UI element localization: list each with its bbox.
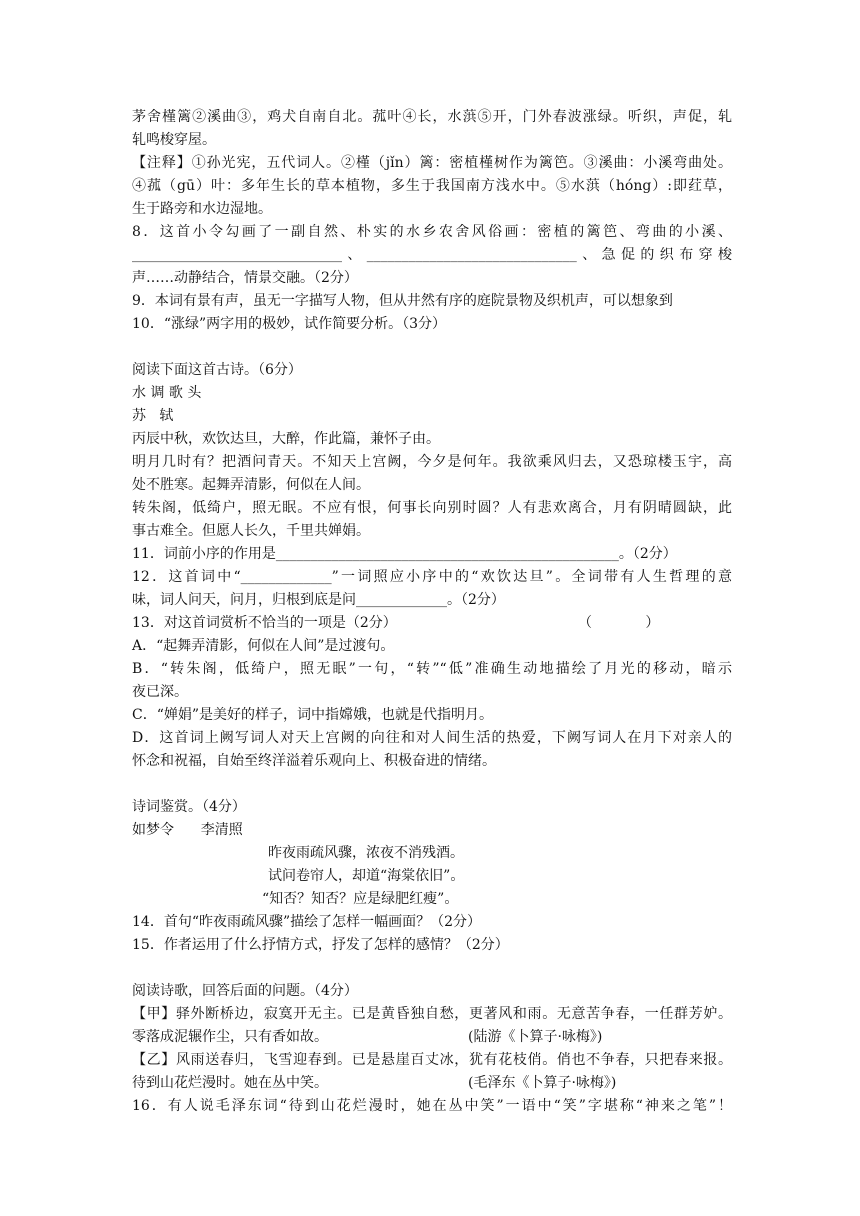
poem1-text-line2: 轧鸣梭穿屋。	[132, 132, 216, 148]
poem3-line1: 昨夜雨疏风骤，浓夜不消残酒。	[268, 845, 464, 861]
question-13-answer-bracket: （ ）	[578, 615, 660, 631]
poem3-title-author: 如梦令 李清照	[132, 822, 243, 838]
option-b-line1: B．“转朱阁，低绮户，照无眠”一句，“转”“低”准确生动地描绘了月光的移动，暗示	[132, 661, 732, 677]
poem2-title: 水 调 歌 头	[132, 385, 202, 401]
poem2-author: 苏 轼	[132, 408, 174, 424]
question-16: 16．有人说毛泽东词“待到山花烂漫时，她在丛中笑”一语中“笑”字堪称“神来之笔”！	[132, 1098, 732, 1114]
question-12-line2: 味，词人问天，问月，归根到底是问_____________。（2分）	[132, 592, 505, 608]
poem2-text-line4: 事古难全。但愿人长久，千里共婵娟。	[132, 523, 370, 539]
option-a: A．“起舞弄清影，何似在人间”是过渡句。	[132, 638, 395, 654]
poem4-yi-line2: 待到山花烂漫时。她在丛中笑。	[132, 1075, 328, 1091]
poem2-text-line1: 明月几时有？把酒问青天。不知天上宫阙，今夕是何年。我欲乘风归去，又恐琼楼玉宇，高	[132, 454, 732, 470]
question-9: 9．本词有景有声，虽无一字描写人物，但从井然有序的庭院景物及织机声，可以想象到	[132, 293, 673, 309]
option-c: C．“婵娟”是美好的样子，词中指嫦娥，也就是代指明月。	[132, 707, 494, 723]
poem2-text-line2: 处不胜寒。起舞弄清影，何似在人间。	[132, 477, 370, 493]
question-12-line1: 12．这首词中“_____________”一词照应小序中的“欢饮达旦”。全词带有人生哲理的意	[132, 569, 732, 585]
poem3-line3: “知否？知否？应是绿肥红瘦”。	[262, 891, 459, 907]
option-d-line2: 怀念和祝福，自始至终洋溢着乐观向上、积极奋进的情绪。	[132, 753, 496, 769]
poem4-jia-line2: 零落成泥辗作尘，只有香如故。	[132, 1029, 328, 1045]
question-14: 14．首句“昨夜雨疏风骤”描绘了怎样一幅画面？（2分）	[132, 914, 482, 930]
poem3-intro: 诗词鉴赏。（4分）	[132, 799, 246, 815]
poem4-intro: 阅读诗歌，回答后面的问题。（4分）	[132, 983, 358, 999]
poem4-jia-source: (陆游《卜算子·咏梅》)	[468, 1029, 603, 1045]
poem1-text-line1: 茅舍槿篱②溪曲③，鸡犬自南自北。菰叶④长，水葓⑤开，门外春波涨绿。听织，声促，轧	[132, 109, 732, 125]
question-8-line3: 声……动静结合，情景交融。（2分）	[132, 270, 358, 286]
question-11: 11．词前小序的作用是_________________________________________________。（2分）	[132, 546, 677, 562]
question-8-line1: 8．这首小令勾画了一副自然、朴实的水乡农舍风俗画：密植的篱笆、弯曲的小溪、	[132, 224, 732, 240]
poem1-notes-line3: 生于路旁和水边湿地。	[132, 201, 272, 217]
question-8-line2: ______________________________、______________________________、急促的织布穿梭	[132, 247, 732, 263]
poem2-text-line3: 转朱阁，低绮户，照无眠。不应有恨，何事长向别时圆？人有悲欢离合，月有阴晴圆缺，此	[132, 500, 732, 516]
poem1-notes-line2: ④菰（gū）叶：多年生长的草本植物，多生于我国南方浅水中。⑤水葓（hóng）:即荭草，	[132, 178, 732, 194]
question-10: 10．“涨绿”两字用的极妙，试作简要分析。（3分）	[132, 316, 447, 332]
poem1-notes-line1: 【注释】①孙光宪，五代词人。②槿（jǐn）篱：密植槿树作为篱笆。③溪曲：小溪弯曲处。	[132, 155, 732, 171]
question-13: 13．对这首词赏析不恰当的一项是（2分）	[132, 615, 397, 631]
poem3-line2: 试问卷帘人，却道“海棠依旧”。	[268, 868, 465, 884]
poem4-jia-line1: 【甲】驿外断桥边，寂寞开无主。已是黄昏独自愁，更著风和雨。无意苦争春，一任群芳妒。	[132, 1006, 732, 1022]
question-15: 15．作者运用了什么抒情方式，抒发了怎样的感情？（2分）	[132, 937, 509, 953]
poem4-yi-line1: 【乙】风雨送春归，飞雪迎春到。已是悬崖百丈冰，犹有花枝俏。俏也不争春，只把春来报。	[132, 1052, 732, 1068]
option-b-line2: 夜已深。	[132, 684, 188, 700]
option-d-line1: D．这首词上阙写词人对天上宫阙的向往和对人间生活的热爱，下阙写词人在月下对亲人的	[132, 730, 732, 746]
poem4-yi-source: (毛泽东《卜算子·咏梅》)	[468, 1075, 617, 1091]
poem2-intro: 阅读下面这首古诗。（6分）	[132, 362, 302, 378]
poem2-preface: 丙辰中秋，欢饮达旦，大醉，作此篇，兼怀子由。	[132, 431, 440, 447]
